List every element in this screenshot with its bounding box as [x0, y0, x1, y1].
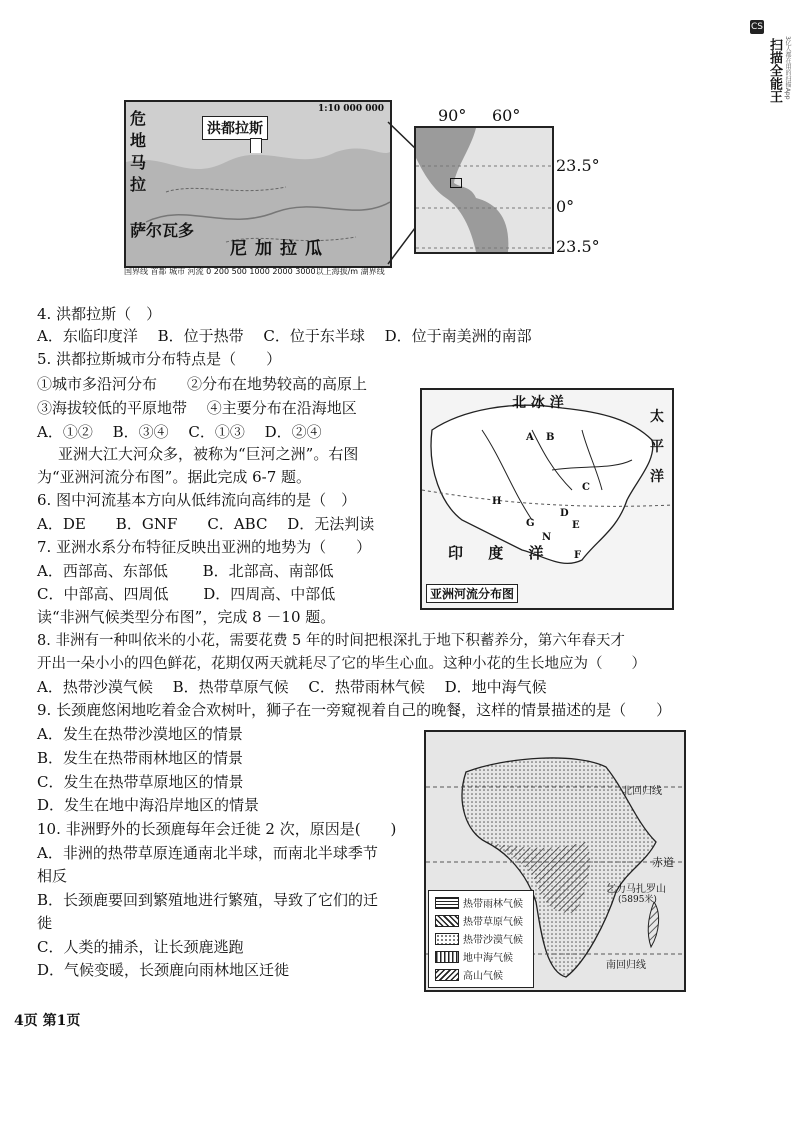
kilimanjaro-height: (5895米) [618, 895, 657, 905]
latitude-south-23-5: 23.5° [556, 237, 600, 256]
locator-landmass [416, 128, 552, 252]
q9-stem: 9. 长颈鹿悠闲地吃着金合欢树叶，狮子在一旁窥视着自己的晚餐，这样的情景描述的是（ ） [37, 701, 672, 719]
q8-line1: 8. 非洲有一种叫依米的小花，需要花费 5 年的时间把根深扎于地下积蓄养分，第六年春天才 [37, 633, 625, 649]
q9-option-b: B．发生在热带雨林地区的情景 [37, 749, 244, 767]
swatch-desert [435, 933, 459, 945]
locator-highlight-box [450, 178, 462, 188]
tropic-of-cancer-label: 北回归线 [622, 786, 662, 797]
river-label-c: C [582, 482, 590, 493]
river-label-d: D [560, 508, 569, 519]
river-label-g: G [526, 518, 535, 529]
river-label-e: E [572, 520, 580, 531]
latitude-0: 0° [556, 197, 575, 216]
asia-river-map [420, 388, 674, 610]
country-label-guatemala: 危地马拉 [130, 109, 147, 194]
q5-stem: 5. 洪都拉斯城市分布特点是（ ） [37, 350, 282, 368]
q8-options: A．热带沙漠气候 B．热带草原气候 C．热带雨林气候 D．地中海气候 [37, 678, 547, 696]
q9-option-a: A．发生在热带沙漠地区的情景 [37, 725, 243, 743]
arctic-ocean-label: 北 冰 洋 [512, 395, 564, 411]
q9-option-c: C．发生在热带草原地区的情景 [37, 773, 244, 791]
legend-savanna: 热带草原气候 [435, 913, 523, 928]
scanner-tagline: 3亿人都在用的扫描App [784, 36, 791, 100]
q5-line2: ③海拔较低的平原地带 ④主要分布在沿海地区 [37, 399, 357, 417]
country-label-el-salvador: 萨尔瓦多 [130, 221, 195, 240]
legend-rainforest: 热带雨林气候 [435, 895, 523, 910]
africa-map-legend [428, 890, 534, 988]
swatch-mediterranean [435, 951, 459, 963]
longitude-60: 60° [492, 106, 521, 125]
q7-options-2: C．中部高、四周低 D．四周高、中部低 [37, 585, 336, 603]
asia-map-title: 亚洲河流分布图 [426, 584, 518, 603]
asia-landmass [422, 390, 672, 608]
legend-highland: 高山气候 [435, 967, 503, 982]
country-label-honduras: 洪都拉斯 [202, 116, 268, 140]
q10-option-b-line1: B．长颈鹿要回到繁殖地进行繁殖，导致了它们的迁 [37, 891, 379, 909]
q7-stem: 7. 亚洲水系分布特征反映出亚洲的地势为（ ） [37, 538, 372, 556]
equator-label: 赤道 [652, 856, 674, 869]
q4-stem: 4. 洪都拉斯（ ） [37, 305, 162, 323]
q10-option-a-line1: A．非洲的热带草原连通南北半球，而南北半球季节 [37, 844, 378, 862]
river-label-b: B [546, 432, 555, 443]
honduras-map [124, 100, 392, 268]
africa-climate-map [424, 730, 686, 992]
map-scale: 1:10 000 000 [318, 104, 384, 114]
q6-options: A．DE B．GNF C．ABC D．无法判读 [37, 515, 375, 533]
latitude-north-23-5: 23.5° [556, 156, 600, 175]
pacific-ocean-label: 太 平 洋 [650, 409, 664, 485]
river-label-f: F [574, 550, 582, 561]
river-label-h: H [492, 496, 502, 507]
swatch-highland [435, 969, 459, 981]
q5-options: A．①② B．③④ C．①③ D．②④ [37, 423, 322, 441]
q7-options-1: A．西部高、东部低 B．北部高、南部低 [37, 562, 334, 580]
q10-stem: 10. 非洲野外的长颈鹿每年会迁徙 2 次，原因是( ) [37, 820, 397, 838]
q10-option-c: C．人类的捕杀，让长颈鹿逃跑 [37, 938, 244, 956]
indian-ocean-label: 印 度 洋 [448, 544, 554, 562]
locator-map [414, 126, 554, 254]
q6-stem: 6. 图中河流基本方向从低纬流向高纬的是（ ） [37, 491, 357, 509]
q9-option-d: D．发生在地中海沿岸地区的情景 [37, 796, 260, 814]
legend-mediterranean: 地中海气候 [435, 949, 513, 964]
scanner-watermark [765, 38, 784, 103]
river-label-n: N [542, 532, 552, 543]
page-footer: 4页 第1页 [14, 1013, 81, 1029]
q5-line1: ①城市多沿河分布 ②分布在地势较高的高原上 [37, 375, 368, 393]
tropic-of-capricorn-label: 南回归线 [606, 960, 646, 971]
kilimanjaro-label: 乞力马扎罗山 [606, 884, 666, 895]
honduras-map-legend: 国界线 首都 城市 河流 0 200 500 1000 2000 3000以上海拔/m 湖界线 [124, 267, 385, 276]
down-arrow-icon [250, 138, 262, 153]
intro-6-7-line1: 亚洲大江大河众多，被称为“巨河之洲”。右图 [58, 445, 359, 463]
intro-8-10: 读“非洲气候类型分布图”，完成 8 －10 题。 [37, 608, 336, 626]
country-label-nicaragua: 尼加拉瓜 [230, 239, 330, 259]
swatch-rainforest [435, 897, 459, 909]
q10-option-d: D．气候变暖，长颈鹿向雨林地区迁徙 [37, 961, 290, 979]
scanner-logo-badge: CS [751, 22, 763, 32]
q10-option-b-line2: 徙 [37, 914, 53, 932]
river-label-a: A [526, 432, 534, 443]
longitude-90: 90° [438, 106, 467, 125]
q8-line2: 开出一朵小小的四色鲜花，花期仅两天就耗尽了它的毕生心血。这种小花的生长地应为（ ） [37, 656, 646, 672]
intro-6-7-line2: 为“亚洲河流分布图”。据此完成 6-7 题。 [37, 468, 312, 486]
scanner-name: 扫描全能王 [767, 38, 782, 103]
legend-desert: 热带沙漠气候 [435, 931, 523, 946]
q10-option-a-line2: 相反 [37, 867, 68, 885]
swatch-savanna [435, 915, 459, 927]
q4-options: A．东临印度洋 B．位于热带 C．位于东半球 D．位于南美洲的南部 [37, 327, 532, 345]
